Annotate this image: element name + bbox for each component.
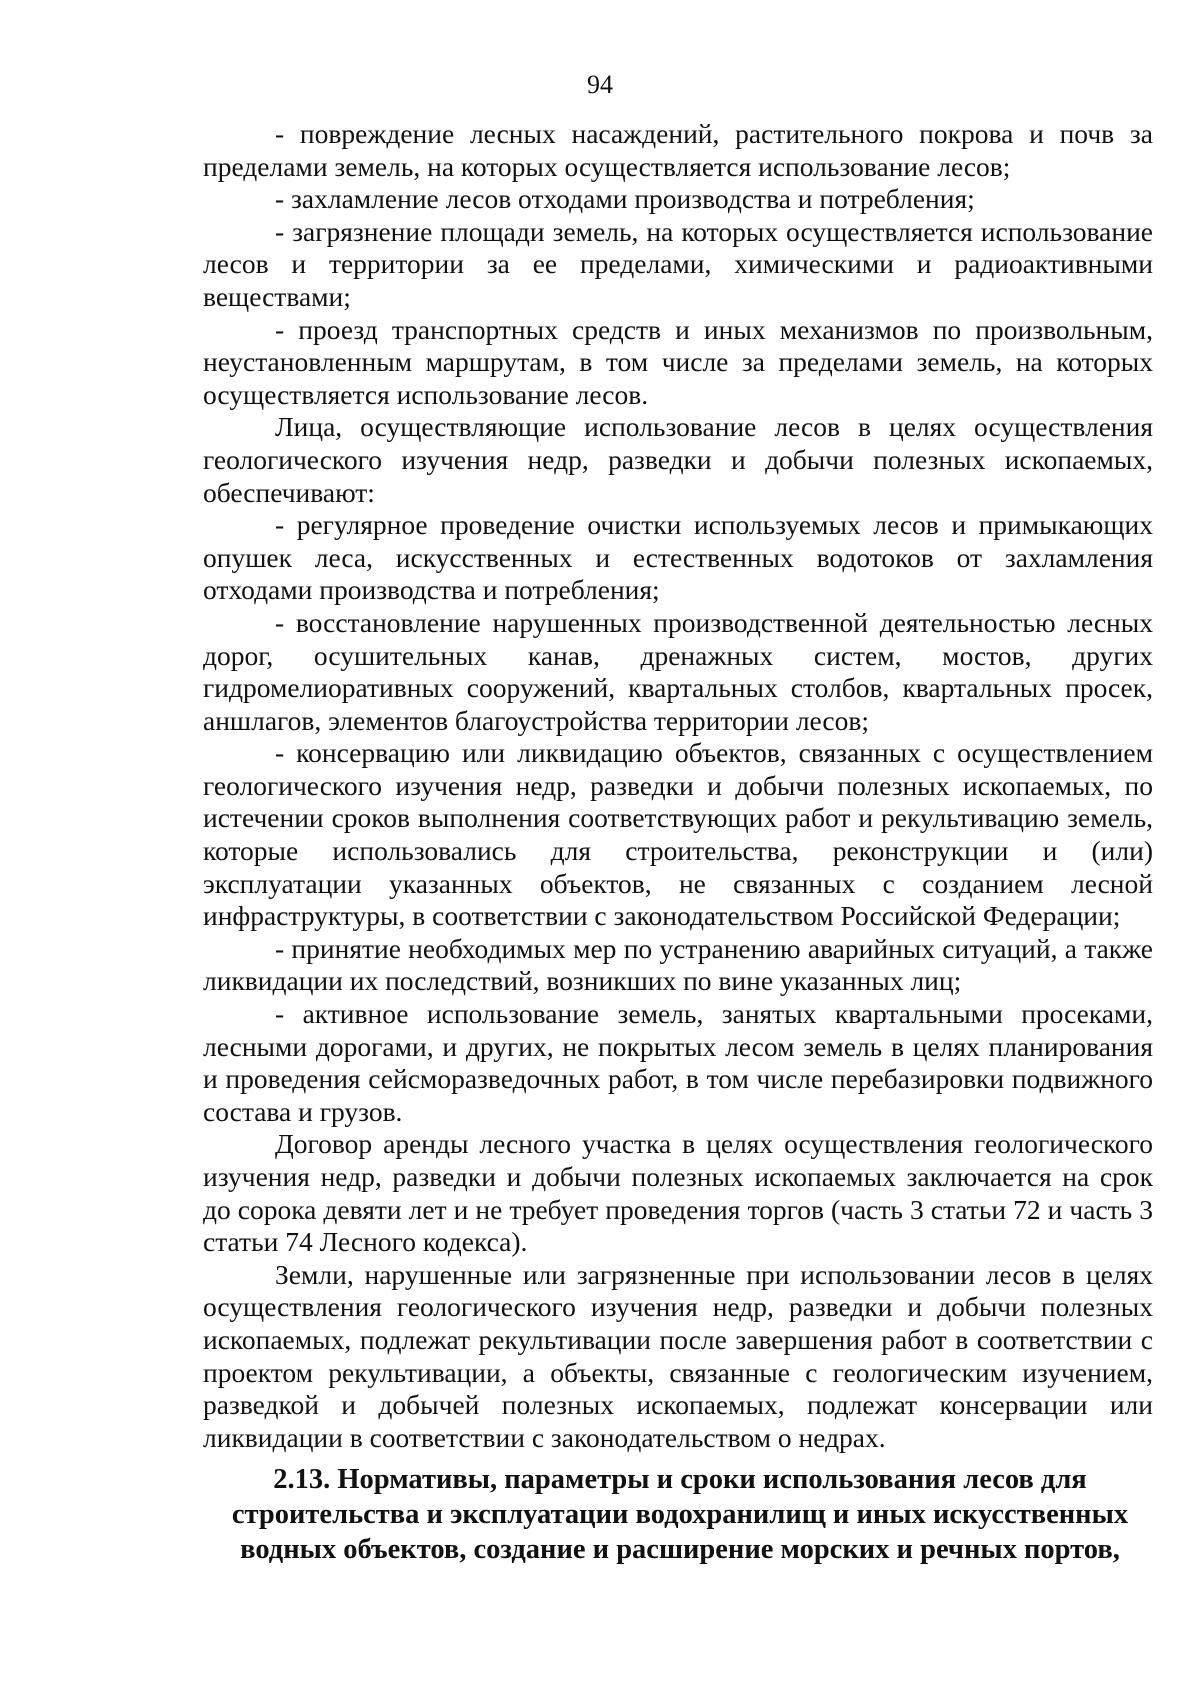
list-item-emergency-measures: - принятие необходимых мер по устранению аварийных ситуаций, а также ликвидации их последствий, возникших по вине указанных лиц; xyxy=(203,932,1153,997)
section-heading-line-2: строительства и эксплуатации водохранилищ и иных искусственных xyxy=(231,1499,1129,1530)
section-heading-line-1: 2.13. Нормативы, параметры и сроки использования лесов для xyxy=(273,1464,1087,1495)
list-item-pollution: - загрязнение площади земель, на которых осуществляется использование лесов и территории за ее пределами, химическими и радиоактивными веществами; xyxy=(203,215,1153,312)
section-heading-line-3: водных объектов, создание и расширение морских и речных портов, xyxy=(240,1534,1120,1565)
section-heading xyxy=(180,1462,1180,1567)
page-number: 94 xyxy=(587,70,613,99)
paragraph-land-reclamation: Земли, нарушенные или загрязненные при использовании лесов в целях осуществления геологического изучения недр, разведки и добычи полезных ископаемых, подлежат рекультивации после завершения работ в соответствии с проектом рекультивации, а объекты, связанные с геологическим изучением, разведкой и добычей полезных ископаемых, подлежат консервации или ликвидации в соответствии с законодательством о недрах. xyxy=(203,1258,1153,1453)
paragraph-lease-agreement: Договор аренды лесного участка в целях осуществления геологического изучения недр, разведки и добычи полезных ископаемых заключается на срок до сорока девяти лет и не требует проведения торгов (часть 3 статьи 72 и часть 3 статьи 74 Лесного кодекса). xyxy=(203,1128,1153,1258)
list-item-littering: - захламление лесов отходами производства и потребления; xyxy=(275,183,975,215)
list-item-conservation: - консервацию или ликвидацию объектов, связанных с осуществлением геологического изучения недр, разведки и добычи полезных ископаемых, по истечении сроков выполнения соответствующих работ и рекультивацию земель, которые использовались для строительства, реконструкции и (или) эксплуатации указанных объектов, не связанных с созданием лесной инфраструктуры, в соответствии с законодательством Российской Федерации; xyxy=(203,737,1153,932)
list-item-damage: - повреждение лесных насаждений, растительного покрова и почв за пределами земель, на которых осуществляется использование лесов; xyxy=(203,118,1153,182)
body-text xyxy=(203,118,1153,1454)
list-item-restoration: - восстановление нарушенных производственной деятельностью лесных дорог, осушительных канав, дренажных систем, мостов, других гидромелиоративных сооружений, квартальных столбов, квартальных просек, аншлагов, элементов благоустройства территории лесов; xyxy=(203,606,1153,736)
list-item-active-land-use: - активное использование земель, занятых квартальными просеками, лесными дорогами, и других, не покрытых лесом земель в целях планирования и проведения сейсморазведочных работ, в том числе перебазировки подвижного состава и грузов. xyxy=(203,998,1153,1127)
paragraph-obligations-intro: Лица, осуществляющие использование лесов в целях осуществления геологического изучения недр, разведки и добычи полезных ископаемых, обеспечивают: xyxy=(203,411,1153,508)
list-item-cleaning: - регулярное проведение очистки используемых лесов и примыкающих опушек леса, искусственных и естественных водотоков от захламления отходами производства и потребления; xyxy=(203,509,1153,606)
list-item-vehicle-passage: - проезд транспортных средств и иных механизмов по произвольным, неустановленным маршрутам, в том числе за пределами земель, на которых осуществляется использование лесов. xyxy=(203,313,1153,410)
